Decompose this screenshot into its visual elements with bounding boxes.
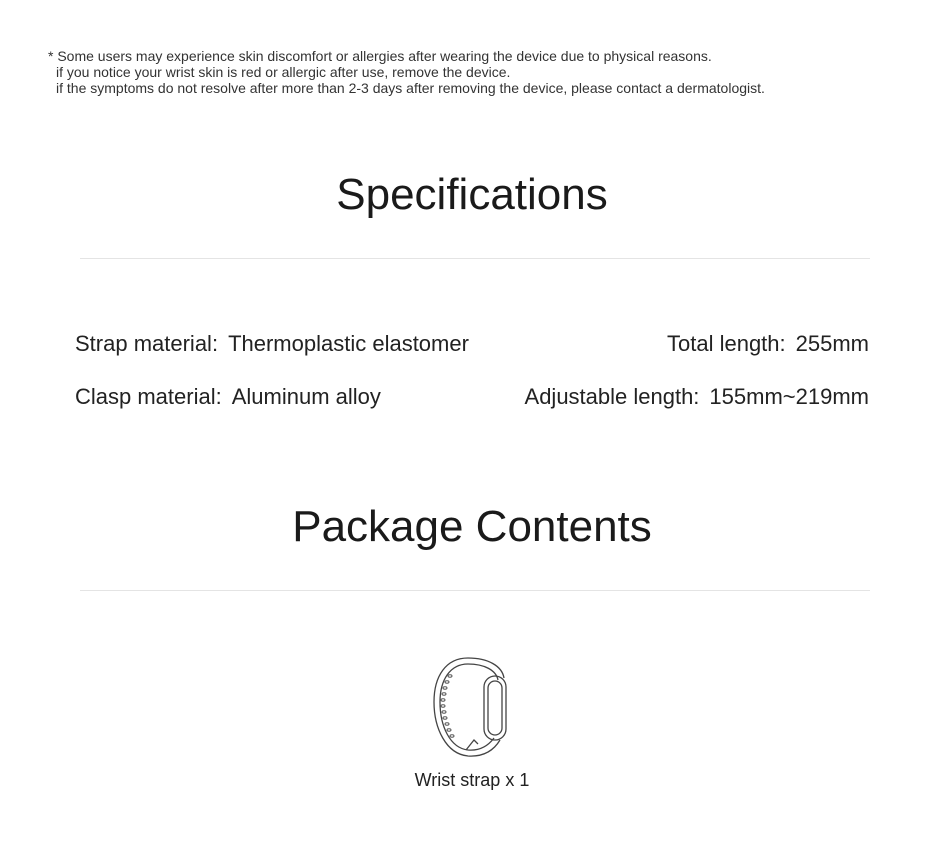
spec-strap-material-value: Thermoplastic elastomer xyxy=(228,331,469,356)
spec-strap-material-label: Strap material: xyxy=(75,331,219,356)
package-contents-title: Package Contents xyxy=(292,502,652,551)
spec-total-length-label: Total length: xyxy=(667,331,786,356)
spec-clasp-material-value: Aluminum alloy xyxy=(231,384,381,409)
skin-notice xyxy=(48,48,928,96)
spec-total-length xyxy=(667,331,869,357)
package-divider xyxy=(80,590,870,591)
wrist-strap-icon xyxy=(428,654,508,764)
notice-line-3: if the symptoms do not resolve after more than 2-3 days after removing the device, please contact a dermatologist. xyxy=(56,80,765,96)
wrist-strap-caption: Wrist strap x 1 xyxy=(414,770,530,790)
spec-adjustable-length-label: Adjustable length: xyxy=(524,384,700,409)
spec-strap-material xyxy=(75,331,469,357)
notice-line-1: * Some users may experience skin discomfort or allergies after wearing the device due to physical reasons. xyxy=(48,48,712,64)
specifications-title: Specifications xyxy=(336,170,608,219)
spec-total-length-value: 255mm xyxy=(795,331,869,356)
spec-adjustable-length xyxy=(525,384,869,410)
spec-clasp-material xyxy=(75,384,381,410)
spec-clasp-material-label: Clasp material: xyxy=(75,384,222,409)
specifications-divider xyxy=(80,258,870,259)
notice-line-2: if you notice your wrist skin is red or allergic after use, remove the device. xyxy=(56,64,511,80)
spec-adjustable-length-value: 155mm~219mm xyxy=(709,384,869,409)
